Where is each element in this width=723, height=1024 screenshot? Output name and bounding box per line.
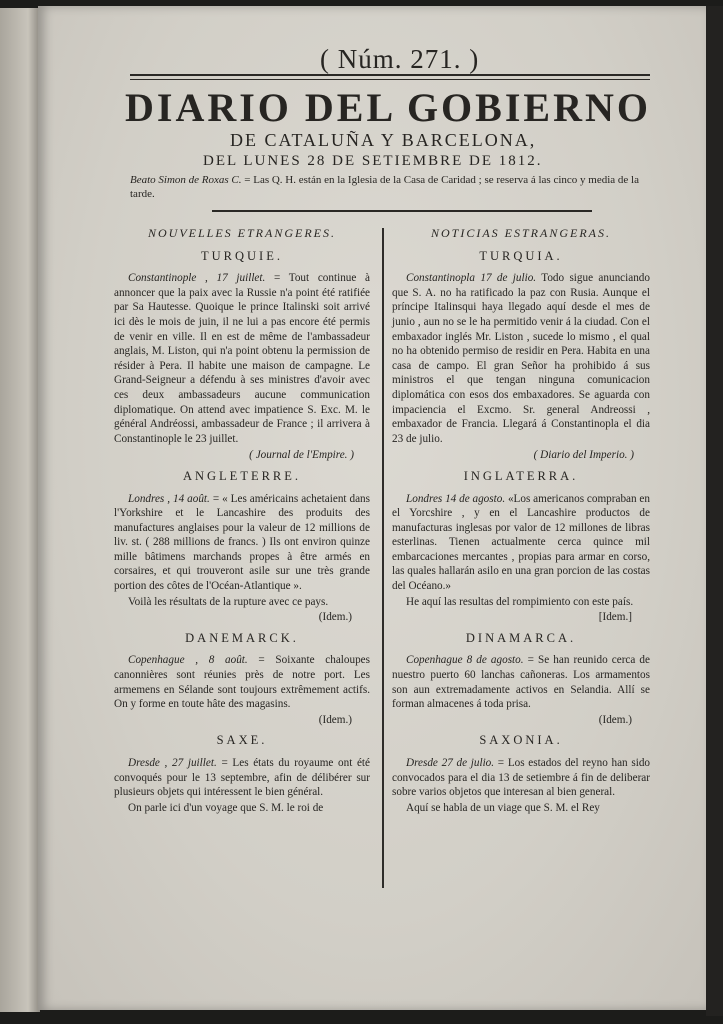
dinamarca-title: DINAMARCA. (465, 630, 577, 645)
masthead-title: DIARIO DEL GOBIERNO (125, 85, 651, 130)
saxe-title: SAXE. (216, 733, 268, 748)
turquia-article (392, 271, 650, 446)
header-rule-bottom (130, 79, 650, 80)
masthead-subtitle: DE CATALUÑA Y BARCELONA, (230, 130, 537, 150)
french-heading: NOUVELLES ETRANGERES. (148, 226, 336, 240)
facing-page-edge (0, 8, 40, 1012)
turquia-source: ( Diario del Imperio. ) (533, 449, 634, 462)
turquia-place: Constantinopla 17 de julio. (406, 272, 537, 285)
turquia-text: Todo sigue anunciando que S. A. no ha ratificado la paz con Rusia. Aunque el príncipe Italinsqui haya llegado aquí desde el mes de junio , aun no se le ha permitido venir á la ciudad. Con el embaxador inglés Mr. Liston , sucede lo mismo , el qual no ha obtenido permiso de residir en Pera. Habita en una casa de campo. El gran Señor ha prohibido á sus ministros el que tengan ninguna comunicacion diplomática con esos dos embaxadores. Se aguarda con impaciencia el Excmo. Sr. general Andreossi , embaxador de Francia. Llegará á Constantinopla el dia 23 de julio. (392, 272, 650, 445)
danemarck-article (114, 653, 370, 711)
saxonia-title: SAXONIA. (479, 733, 563, 748)
saxe-text: = Les états du royaume ont été convoqués pour le 13 septembre, afin de délibérer sur plusieurs objets qui intéressent le bien général. (114, 757, 371, 799)
angleterre-article (114, 492, 370, 594)
saint-name: Beato Simon de Roxas C. (130, 174, 242, 186)
saxe-place: Dresde , 27 juillet. (128, 757, 217, 769)
angleterre-title: ANGLETERRE. (182, 468, 302, 483)
angleterre-place: Londres , 14 août. (128, 492, 210, 505)
saxe-article (114, 756, 370, 800)
french-column (114, 226, 370, 816)
inglaterra-source: [Idem.] (598, 611, 632, 624)
inglaterra-article (392, 492, 650, 594)
turquie-place: Constantinople , 17 juillet. (128, 272, 266, 285)
danemarck-text: = Soixante chaloupes canonnières sont réunies près de notre port. Les armemens en Sélande sont toujours extrêmement actifs. On y forme en toute hâte des magasins. (114, 654, 371, 711)
column-divider (382, 228, 384, 888)
turquie-title: TURQUIE. (201, 248, 283, 263)
danemarck-source: (Idem.) (318, 713, 352, 726)
turquie-article (114, 271, 370, 446)
dateline: DEL LUNES 28 DE SETIEMBRE DE 1812. (203, 153, 543, 169)
inglaterra-text2: He aquí las resultas del rompimiento con este país. (406, 595, 634, 608)
saxe-text2: On parle ici d'un voyage que S. M. le roi de (128, 801, 324, 814)
dinamarca-place: Copenhague 8 de agosto. (406, 654, 524, 667)
turquia-title: TURQUIA. (479, 248, 563, 263)
danemarck-title: DANEMARCK. (185, 630, 299, 645)
saxonia-text2: Aquí se habla de un viage que S. M. el Rey (406, 801, 600, 814)
turquie-source: ( Journal de l'Empire. ) (249, 449, 354, 462)
angleterre-source: (Idem.) (318, 611, 352, 624)
header-rule-top (130, 74, 650, 76)
spanish-heading: NOTICIAS ESTRANGERAS. (431, 226, 611, 240)
angleterre-text: = « Les américains achetaient dans l'Yorkshire et le Lancashire des produits des manufactures anglaises pour la valeur de 12 millions de liv. st. ( 288 millions de francs. ) Ils ont environ quinze mille bâtimens marchands propes à être armés en corsaires, et qui trouveront asile sur une très grande portion des côtes de l'Océan-Atlantique ». (114, 492, 371, 593)
inglaterra-place: Londres 14 de agosto. (406, 492, 506, 505)
saxonia-place: Dresde 27 de julio. (406, 757, 495, 769)
dinamarca-source: (Idem.) (598, 713, 632, 726)
dinamarca-article (392, 653, 650, 711)
header-divider-rule (212, 210, 592, 212)
issue-number: ( Núm. 271. ) (320, 44, 480, 74)
page-edge-shadow (706, 6, 723, 1016)
dinamarca-text: = Se han reunido cerca de nuestro puerto 60 lanchas cañoneras. Los armamentos son aun extremadamente activos en Selandia. Allí se forman almacenes á toda prisa. (392, 654, 650, 711)
turquie-text: = Tout continue à annoncer que la paix avec la Russie n'a point été ratifiée par Sa Hautesse. Quoique le prince Italinski soit arrivé ici dès le mois de juin, il ne lui a pas encore été permis de venir en ville. Il en est de même de l'ambassadeur anglais, M. Liston, qui n'a point obtenu la permission de résider à Pera. Il habite une maison de campagne. Le Grand-Seigneur a défendu à ses ministres d'avoir avec ces deux ambassadeurs aucune communication diplomatique. On attend avec impatience S. Exc. M. le général Andréossi, ambassadeur de France ; il arrivera à Constantinople le 23 juillet. (114, 272, 370, 445)
saint-notice-text: = Las Q. H. están en la Iglesia de la Casa de Caridad ; se reserva á las cinco y media de la tarde. (130, 174, 639, 200)
inglaterra-text: «Los americanos compraban en el Yorcshire , y en el Lancashire productos de manufacturas inglesas por valor de 12 millones de libras esterlinas. Tienen actualmente cerca quince mil embarcaciones mercantes , propias para armar en corso, las quales hallarán asilo en una gran porcion de las costas del Océano.» (392, 492, 650, 593)
spanish-column (392, 226, 650, 816)
saxonia-article (392, 756, 650, 800)
inglaterra-title: INGLATERRA. (463, 468, 579, 483)
saxonia-text: = Los estados del reyno han sido convocados para el dia 13 de setiembre á fin de deliberar sobre varios objetos que interesan al bien general. (392, 757, 651, 799)
danemarck-place: Copenhague , 8 août. (128, 654, 248, 667)
saint-notice (130, 173, 660, 201)
angleterre-text2: Voilà les résultats de la rupture avec ce pays. (128, 595, 329, 608)
